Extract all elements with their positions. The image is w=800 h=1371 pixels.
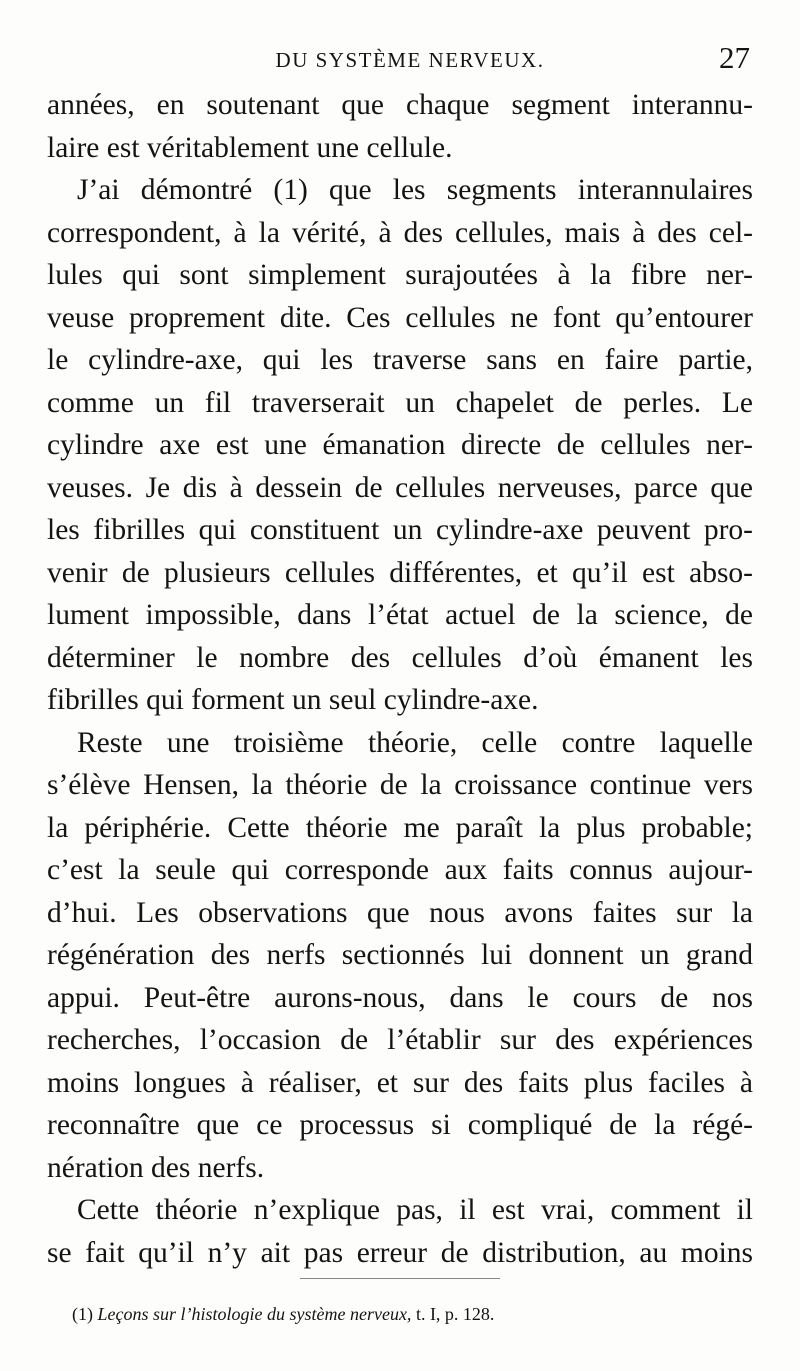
text-line: lument impossible, dans l’état actuel de la science, de	[47, 599, 753, 631]
text-line: reconnaître que ce processus si compliqué de la régé-	[47, 1109, 753, 1141]
text-line: fibrilles qui forment un seul cylindre-axe.	[47, 684, 539, 716]
footnote-reference: t. I, p. 128.	[415, 1304, 495, 1324]
text-line: recherches, l’occasion de l’établir sur des expériences	[47, 1024, 753, 1056]
text-line: correspondent, à la vérité, à des cellules, mais à des cel-	[47, 216, 753, 249]
text-line: s’élève Hensen, la théorie de la croissance continue vers	[47, 769, 753, 801]
text-line: laire est véritablement une cellule.	[47, 131, 453, 164]
text-line: la périphérie. Cette théorie me paraît la plus probable;	[47, 811, 753, 844]
body-text	[47, 84, 753, 1274]
text-line: venir de plusieurs cellules différentes, et qu’il est abso-	[47, 556, 753, 589]
footnote-rule	[300, 1278, 500, 1279]
running-head	[0, 40, 800, 80]
text-line: nération des nerfs.	[47, 1151, 265, 1184]
text-line: lules qui sont simplement surajoutées à la fibre ner-	[47, 259, 753, 291]
text-line: appui. Peut-être aurons-nous, dans le cours de nos	[47, 981, 753, 1014]
text-line: régénération des nerfs sectionnés lui donnent un grand	[47, 939, 753, 971]
footnote	[72, 1304, 494, 1325]
text-line: années, en soutenant que chaque segment interannu-	[47, 89, 753, 121]
footnote-number: (1)	[72, 1304, 93, 1324]
text-line: déterminer le nombre des cellules d’où émanent les	[47, 641, 753, 674]
text-line: Reste une troisième théorie, celle contre laquelle	[77, 726, 753, 759]
footnote-title: Leçons sur l’histologie du système nerveux,	[97, 1304, 412, 1324]
text-line: d’hui. Les observations que nous avons faites sur la	[47, 896, 753, 929]
text-line: les fibrilles qui constituent un cylindre-axe peuvent pro-	[47, 514, 753, 546]
text-line: se fait qu’il n’y ait pas erreur de distribution, au moins	[47, 1236, 753, 1269]
text-line: Cette théorie n’explique pas, il est vrai, comment il	[77, 1194, 753, 1226]
text-line: cylindre axe est une émanation directe de cellules ner-	[47, 429, 753, 461]
text-line: comme un fil traverserait un chapelet de perles. Le	[47, 386, 753, 419]
running-title: DU SYSTÈME NERVEUX.	[275, 48, 545, 72]
text-line: veuse proprement dite. Ces cellules ne font qu’entourer	[47, 301, 753, 334]
text-line: moins longues à réaliser, et sur des faits plus faciles à	[47, 1066, 753, 1099]
text-line: c’est la seule qui corresponde aux faits connus aujour-	[47, 854, 753, 886]
text-line: J’ai démontré (1) que les segments interannulaires	[77, 174, 753, 206]
page-number: 27	[719, 40, 750, 75]
text-line: le cylindre-axe, qui les traverse sans en faire partie,	[47, 344, 753, 376]
text-line: veuses. Je dis à dessein de cellules nerveuses, parce que	[47, 471, 753, 504]
